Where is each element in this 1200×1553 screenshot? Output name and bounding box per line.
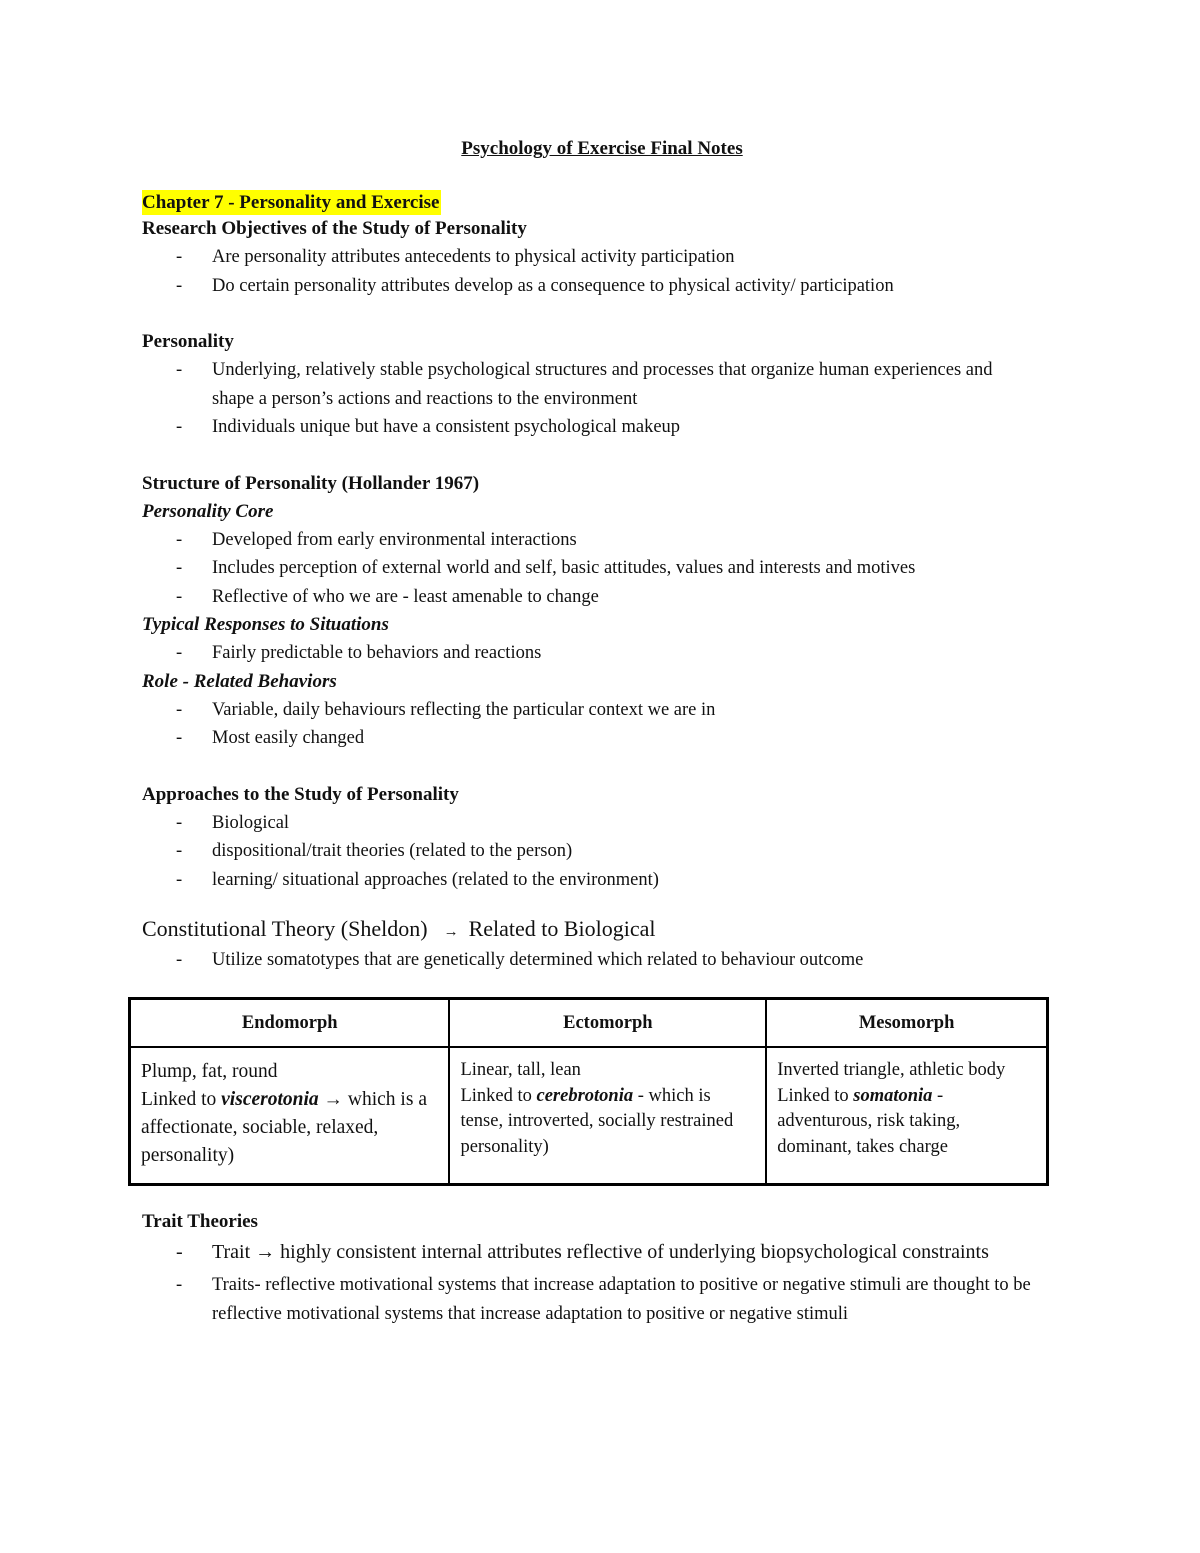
mesomorph-linked: Linked to xyxy=(777,1085,854,1106)
personality-core-label: Personality Core xyxy=(142,500,274,522)
mesomorph-cell xyxy=(766,1047,1047,1185)
constitutional-list xyxy=(142,947,1062,973)
related-label: Related to Biological xyxy=(468,916,656,941)
personality-heading: Personality xyxy=(142,331,234,352)
list-item: - Utilize somatotypes that are genetically determined which related to behaviour outcome xyxy=(142,947,1062,973)
core-list xyxy=(142,526,1062,612)
header-endomorph: Endomorph xyxy=(130,999,450,1048)
typical-list xyxy=(142,639,1062,668)
endomorph-shape: Plump, fat, round xyxy=(141,1061,278,1082)
chapter-heading: Chapter 7 - Personality and Exercise xyxy=(142,192,440,213)
structure-heading: Structure of Personality (Hollander 1967) xyxy=(142,472,480,494)
approaches-list xyxy=(142,809,1062,895)
endomorph-cell xyxy=(130,1047,450,1185)
endomorph-desc: → which is a affectionate, sociable, relaxed, personality) xyxy=(141,1089,427,1166)
ectomorph-desc: - which is tense, introverted, socially restrained personality) xyxy=(460,1085,734,1157)
endomorph-term: viscerotonia xyxy=(221,1089,319,1110)
constitutional-heading xyxy=(142,914,1062,947)
role-list xyxy=(142,696,1062,753)
ectomorph-term: cerebrotonia xyxy=(536,1085,634,1106)
list-item: - Trait → highly consistent internal attributes reflective of underlying biopsychological constraints xyxy=(142,1236,1062,1269)
research-list xyxy=(142,243,1062,300)
list-item: - Reflective of who we are - least amenable to change xyxy=(142,583,1062,612)
constitutional-title: Constitutional Theory (Sheldon) xyxy=(142,916,428,941)
arrow-icon: → xyxy=(443,924,459,940)
list-item: - Underlying, relatively stable psychological structures and processes that organize human experiences and shape a person’s actions and reactions to the environment xyxy=(142,356,1062,413)
list-item: - Fairly predictable to behaviors and reactions xyxy=(142,639,1062,668)
trait-list xyxy=(142,1236,1062,1328)
list-item: - Are personality attributes antecedents to physical activity participation xyxy=(142,243,1062,272)
header-mesomorph: Mesomorph xyxy=(766,999,1047,1048)
list-item: - Individuals unique but have a consistent psychological makeup xyxy=(142,413,1062,442)
list-item: - learning/ situational approaches (related to the environment) xyxy=(142,866,1062,895)
ectomorph-linked: Linked to xyxy=(460,1085,537,1106)
personality-list xyxy=(142,356,1062,442)
mesomorph-shape: Inverted triangle, athletic body xyxy=(777,1060,1006,1080)
document-body xyxy=(142,138,1062,973)
mesomorph-term: somatonia xyxy=(853,1085,933,1106)
typical-responses-label: Typical Responses to Situations xyxy=(142,614,389,635)
research-heading: Research Objectives of the Study of Personality xyxy=(142,218,527,239)
list-item: - Most easily changed xyxy=(142,724,1062,753)
ectomorph-shape: Linear, tall, lean xyxy=(460,1060,581,1080)
list-item: - Do certain personality attributes develop as a consequence to physical activity/ participation xyxy=(142,272,1062,301)
list-item: - Variable, daily behaviours reflecting the particular context we are in xyxy=(142,696,1062,725)
mesomorph-desc: - adventurous, risk taking, dominant, takes charge xyxy=(777,1085,961,1157)
list-item: - Biological xyxy=(142,809,1062,838)
somatotype-table xyxy=(128,997,1049,1186)
role-behaviors-label: Role - Related Behaviors xyxy=(142,670,337,692)
trait-heading: Trait Theories xyxy=(142,1211,258,1232)
trait-section xyxy=(142,1208,1062,1328)
list-item: - Traits- reflective motivational systems that increase adaptation to positive or negative stimuli are thought to be reflective motivational systems that increase adaptation to positive or negative stimuli xyxy=(142,1271,1062,1328)
list-item: - Developed from early environmental interactions xyxy=(142,526,1062,555)
list-item: - dispositional/trait theories (related to the person) xyxy=(142,837,1062,866)
table-header-row xyxy=(130,999,1048,1048)
endomorph-linked: Linked to xyxy=(141,1089,222,1110)
ectomorph-cell xyxy=(449,1047,766,1185)
document-title: Psychology of Exercise Final Notes xyxy=(461,138,743,159)
list-item: - Includes perception of external world and self, basic attitudes, values and interests and motives xyxy=(142,554,1062,583)
header-ectomorph: Ectomorph xyxy=(449,999,766,1048)
approaches-heading: Approaches to the Study of Personality xyxy=(142,783,459,805)
table-row xyxy=(130,1047,1048,1185)
